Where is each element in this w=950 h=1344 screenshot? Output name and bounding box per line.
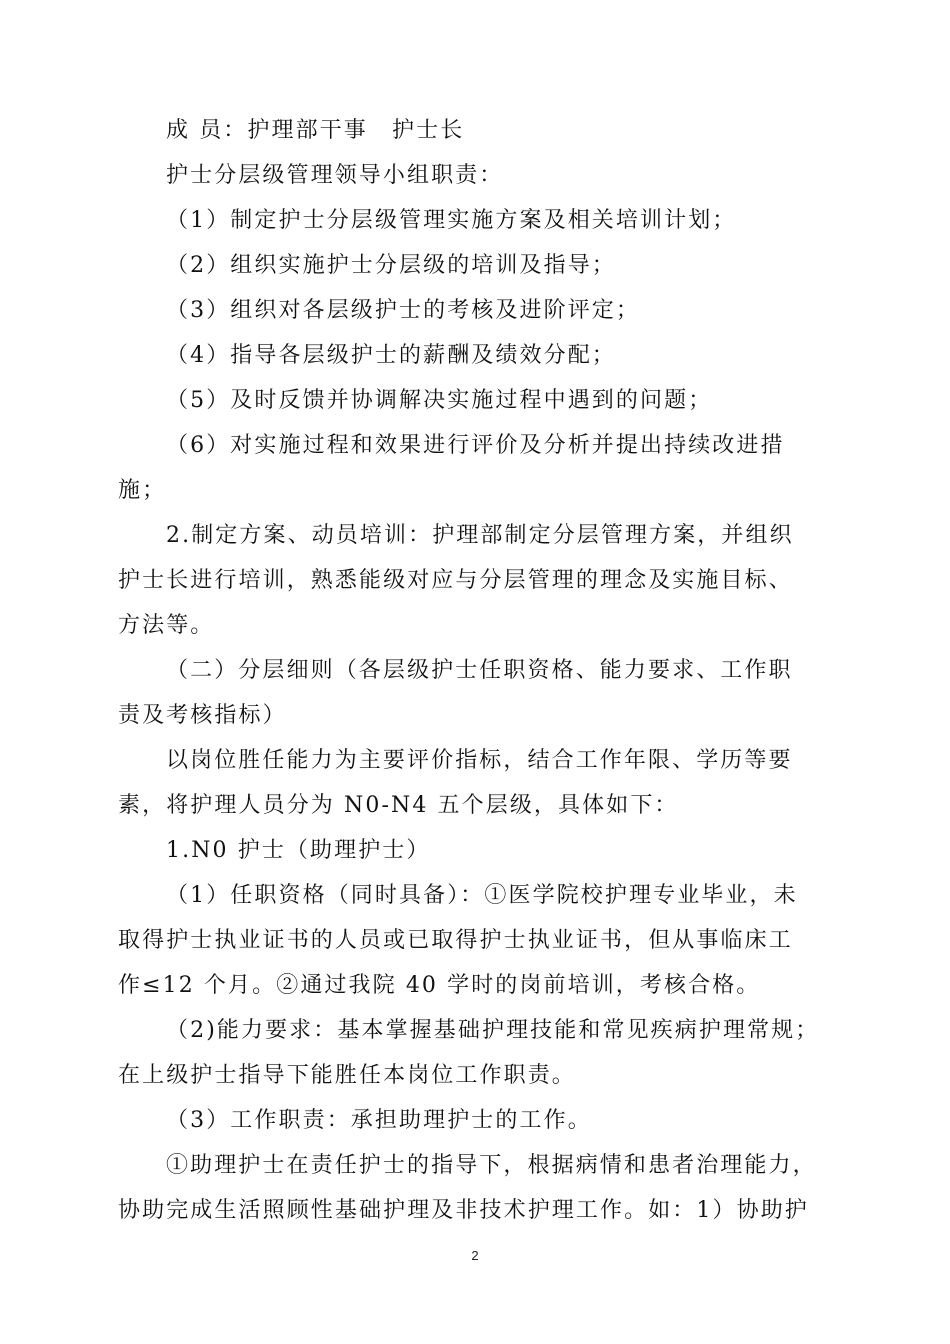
text-line: 素，将护理人员分为 N0-N4 五个层级，具体如下： <box>118 793 679 818</box>
text-line: 作≤12 个月。②通过我院 40 学时的岗前培训，考核合格。 <box>118 973 761 998</box>
text-line: （5）及时反馈并协调解决实施过程中遇到的问题； <box>166 388 713 413</box>
text-line: 护士分层级管理领导小组职责： <box>166 163 504 188</box>
text-line: （3）工作职责：承担助理护士的工作。 <box>166 1108 592 1133</box>
text-line: ①助理护士在责任护士的指导下，根据病情和患者治理能力， <box>166 1153 817 1178</box>
document-body <box>118 108 840 1233</box>
text-line: （1）任职资格（同时具备）：①医学院校护理专业毕业，未 <box>166 883 798 908</box>
text-line: 成 员：护理部干事 护士长 <box>166 118 465 143</box>
text-line: （2)能力要求：基本掌握基础护理技能和常见疾病护理常规； <box>166 1018 820 1043</box>
text-line: 方法等。 <box>118 613 215 638</box>
text-line: 2.制定方案、动员培训：护理部制定分层管理方案，并组织 <box>166 523 794 548</box>
text-line: 取得护士执业证书的人员或已取得护士执业证书，但从事临床工 <box>118 928 793 953</box>
text-line: （4）指导各层级护士的薪酬及绩效分配； <box>166 343 616 368</box>
text-line: （二）分层细则（各层级护士任职资格、能力要求、工作职 <box>166 658 793 683</box>
page-number: 2 <box>471 1248 479 1263</box>
text-line: 协助完成生活照顾性基础护理及非技术护理工作。如：1）协助护 <box>118 1198 809 1223</box>
text-line: 以岗位胜任能力为主要评价指标，结合工作年限、学历等要 <box>166 748 793 773</box>
text-line: （3）组织对各层级护士的考核及进阶评定； <box>166 298 640 323</box>
text-line: （2）组织实施护士分层级的培训及指导； <box>166 253 616 278</box>
text-line: 责及考核指标） <box>118 703 287 728</box>
text-line: （6）对实施过程和效果进行评价及分析并提出持续改进措 <box>166 433 785 458</box>
text-line: 施； <box>118 478 167 503</box>
text-line: 护士长进行培训，熟悉能级对应与分层管理的理念及实施目标、 <box>118 568 793 593</box>
text-line: 在上级护士指导下能胜任本岗位工作职责。 <box>118 1063 576 1088</box>
text-line: 1.N0 护士（助理护士） <box>166 838 431 863</box>
text-line: （1）制定护士分层级管理实施方案及相关培训计划； <box>166 208 737 233</box>
